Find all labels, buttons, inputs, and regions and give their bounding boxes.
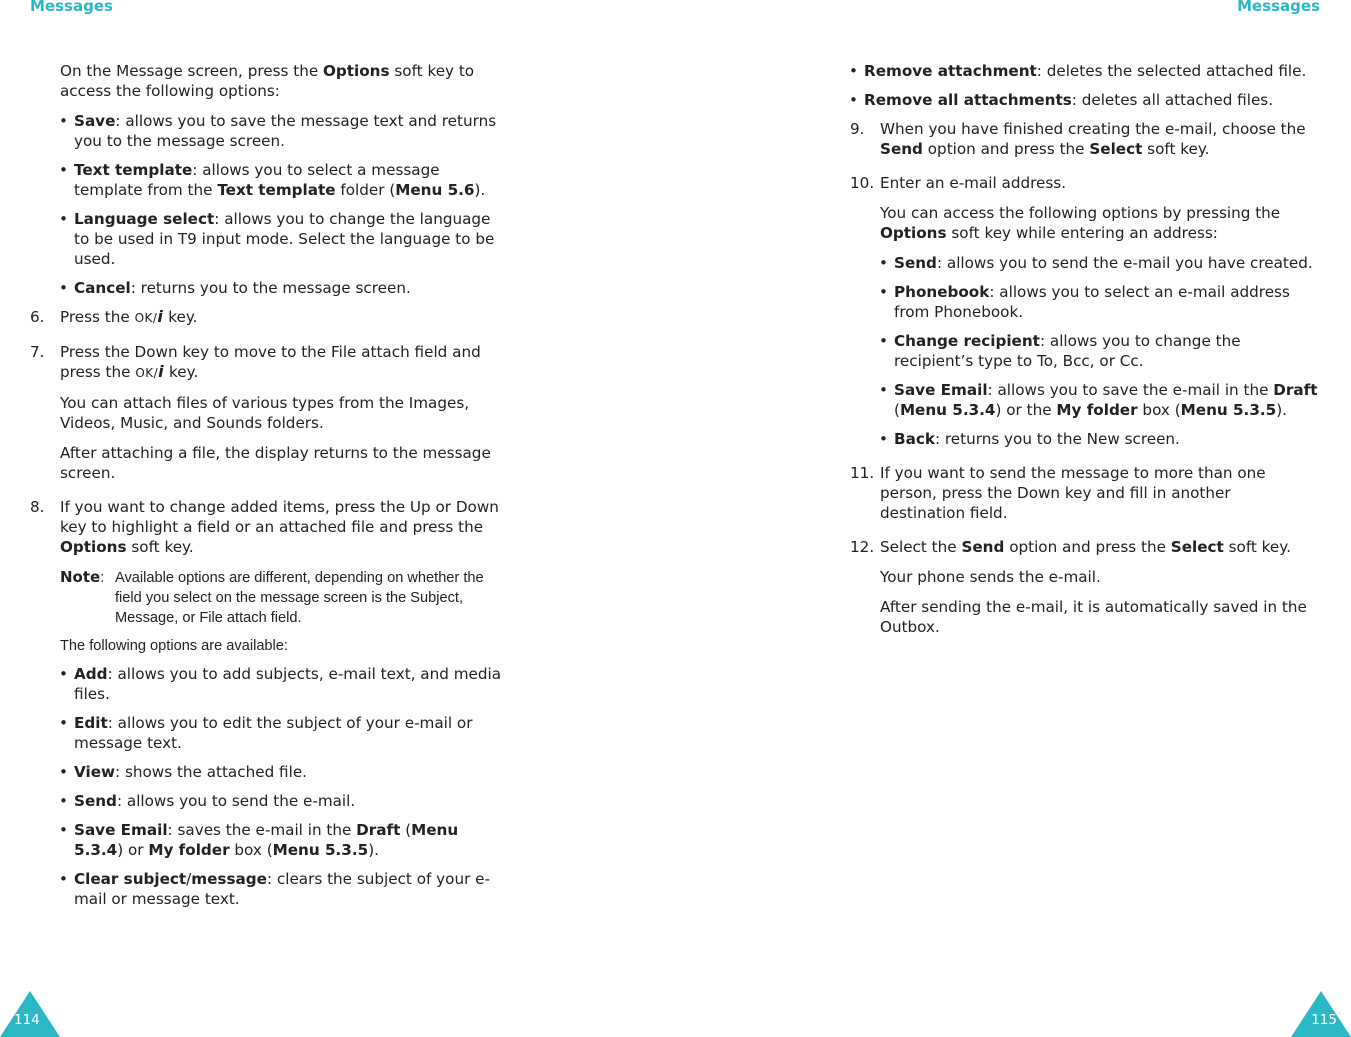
option-item: • Back: returns you to the New screen. bbox=[894, 429, 1320, 449]
left-content bbox=[30, 61, 508, 918]
option-item: • Send: allows you to send the e-mail you have created. bbox=[894, 253, 1320, 273]
ok-key-icon: OK/i bbox=[134, 307, 164, 326]
page-number-badge: 114 bbox=[0, 991, 60, 1037]
options-list-attachments bbox=[850, 61, 1320, 110]
step-8: 8. If you want to change added items, press the Up or Down key to highlight a field or an attached file and press the Options soft key. bbox=[30, 498, 499, 556]
option-item: • Change recipient: allows you to change the recipient’s type to To, Bcc, or Cc. bbox=[894, 331, 1320, 371]
step-9: 9. When you have finished creating the e-mail, choose the Send option and press the Select soft key. bbox=[850, 120, 1306, 158]
option-item: • View: shows the attached file. bbox=[74, 762, 508, 782]
option-item: • Send: allows you to send the e-mail. bbox=[74, 791, 508, 811]
options-list-fields bbox=[30, 664, 508, 909]
right-content bbox=[850, 61, 1320, 651]
step-10-detail: You can access the following options by pressing the Options soft key while entering an address: bbox=[880, 204, 1281, 242]
option-item: • Cancel: returns you to the message screen. bbox=[74, 278, 508, 298]
step-12-detail-2: After sending the e-mail, it is automatically saved in the Outbox. bbox=[880, 598, 1307, 636]
step-12: 12. Select the Send option and press the Select soft key. Your phone sends the e-mail. After sending the e-mail, it is automatically saved in the Outbox. bbox=[850, 537, 1320, 637]
option-item: • Save: allows you to save the message text and returns you to the message screen. bbox=[74, 111, 508, 151]
option-item: • Phonebook: allows you to select an e-mail address from Phonebook. bbox=[894, 282, 1320, 322]
ok-key-icon: OK/i bbox=[135, 362, 165, 381]
option-item: • Save Email: allows you to save the e-mail in the Draft (Menu 5.3.4) or the My folder box (Menu 5.3.5). bbox=[894, 380, 1320, 420]
page-header: Messages bbox=[1237, 0, 1320, 15]
step-7: 7. Press the Down key to move to the File attach field and press the OK/i key. You can attach files of various types from the Images, Videos, Music, and Sounds folders. After attaching a file, the display returns to the message screen. bbox=[30, 342, 508, 483]
step-12-detail-1: Your phone sends the e-mail. bbox=[880, 568, 1101, 586]
options-list-address bbox=[880, 253, 1320, 449]
step-7-detail-1: You can attach files of various types from the Images, Videos, Music, and Sounds folders. bbox=[60, 394, 470, 432]
intro-paragraph: On the Message screen, press the Options soft key to access the following options: bbox=[60, 62, 475, 100]
page-header: Messages bbox=[30, 0, 113, 15]
option-item: • Save Email: saves the e-mail in the Draft (Menu 5.3.4) or My folder box (Menu 5.3.5). bbox=[74, 820, 508, 860]
step-11: 11. If you want to send the message to more than one person, press the Down key and fill in another destination field. bbox=[850, 464, 1266, 522]
option-item: • Remove all attachments: deletes all attached files. bbox=[864, 90, 1320, 110]
step-6: 6. Press the OK/i key. bbox=[30, 307, 198, 326]
step-10: 10. Enter an e-mail address. You can access the following options by pressing the Options soft key while entering an address: • Send: allows you to send the e-mail you have created. • Phonebook: allows you to select an e-mail address from Phonebook. • Change recipient: allows you to change the recipient’s type to To, Bcc, or Cc. • Save Email: allows you to save the e-mail in the Draft (Menu 5.3.4) or the My folder box (Menu 5.3.5). • Back: returns you to the New screen. bbox=[850, 173, 1320, 449]
option-item: • Language select: allows you to change the language to be used in T9 input mode. Select the language to be used. bbox=[74, 209, 508, 269]
option-item: • Edit: allows you to edit the subject of your e-mail or message text. bbox=[74, 713, 508, 753]
options-list-message bbox=[30, 111, 508, 298]
option-item: • Remove attachment: deletes the selected attached file. bbox=[864, 61, 1320, 81]
step-7-detail-2: After attaching a file, the display returns to the message screen. bbox=[60, 444, 491, 482]
left-page bbox=[0, 0, 675, 1037]
right-page bbox=[676, 0, 1351, 1037]
option-item: • Add: allows you to add subjects, e-mail text, and media files. bbox=[74, 664, 508, 704]
option-item: • Text template: allows you to select a message template from the Text template folder (Menu 5.6). bbox=[74, 160, 508, 200]
following-options-text: The following options are available: bbox=[60, 638, 288, 654]
page-number-badge: 115 bbox=[1291, 991, 1351, 1037]
note: Note: Available options are different, depending on whether the field you select on the message screen is the Subject, Message, or File attach field. bbox=[60, 568, 484, 626]
option-item: • Clear subject/message: clears the subject of your e-mail or message text. bbox=[74, 869, 508, 909]
